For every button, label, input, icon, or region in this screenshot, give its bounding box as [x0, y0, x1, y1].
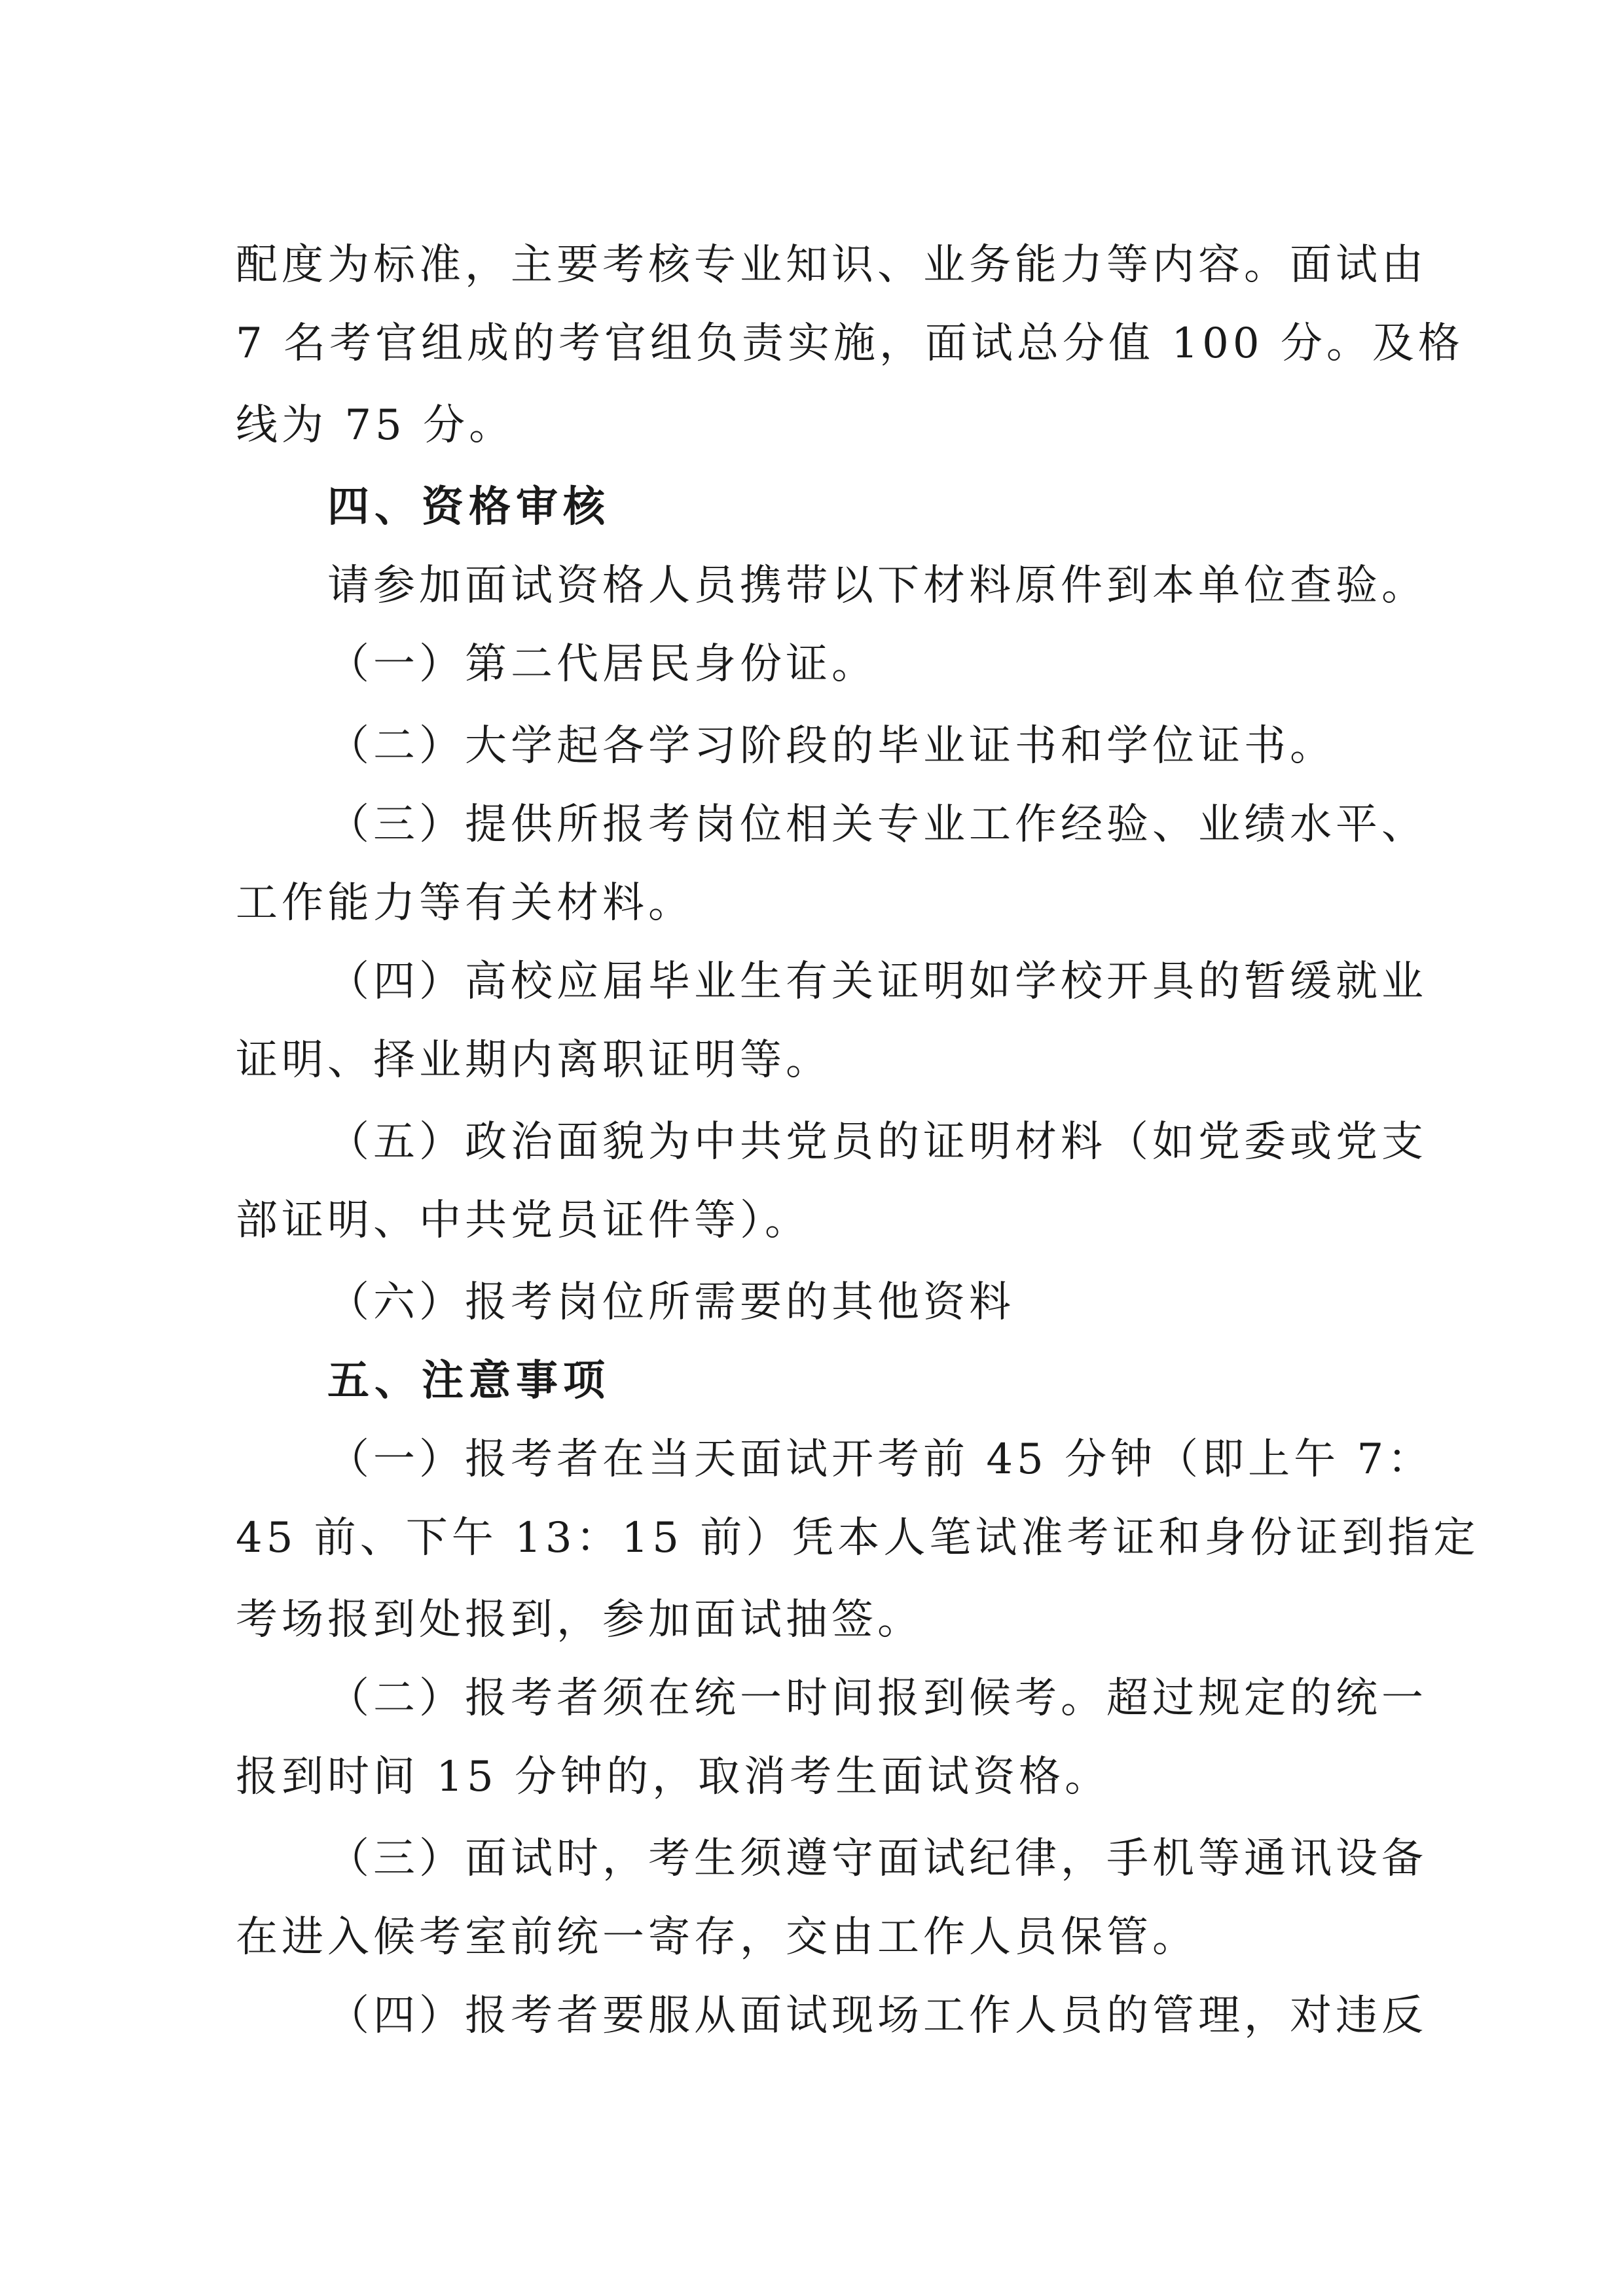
list-item-continuation: 部证明、中共党员证件等）。	[236, 1196, 811, 1245]
list-item: （四）报考者要服从面试现场工作人员的管理，对违反	[327, 1992, 1427, 2040]
list-item-continuation: 45 前、下午 13：15 前）凭本人笔试准考证和身份证到指定	[236, 1514, 1480, 1562]
list-item: （一）报考者在当天面试开考前 45 分钟（即上午 7：	[327, 1435, 1434, 1484]
list-item: （六）报考岗位所需要的其他资料	[327, 1278, 1015, 1327]
section-heading-qualification-review: 四、资格审核	[327, 483, 610, 531]
list-item-continuation: 证明、择业期内离职证明等。	[236, 1036, 831, 1085]
list-item-continuation: 在进入候考室前统一寄存，交由工作人员保管。	[236, 1913, 1198, 1962]
body-text-line: 7 名考官组成的考官组负责实施，面试总分值 100 分。及格	[236, 319, 1464, 368]
list-item-continuation: 工作能力等有关材料。	[236, 879, 694, 927]
body-text-line: 配度为标准，主要考核专业知识、业务能力等内容。面试由	[236, 241, 1427, 289]
body-text-line: 请参加面试资格人员携带以下材料原件到本单位查验。	[327, 562, 1427, 610]
list-item: （三）面试时，考生须遵守面试纪律，手机等通讯设备	[327, 1835, 1427, 1883]
list-item: （三）提供所报考岗位相关专业工作经验、业绩水平、	[327, 800, 1427, 849]
list-item: （五）政治面貌为中共党员的证明材料（如党委或党支	[327, 1118, 1427, 1166]
section-heading-notes: 五、注意事项	[327, 1357, 610, 1405]
list-item: （四）高校应届毕业生有关证明如学校开具的暂缓就业	[327, 958, 1427, 1006]
list-item: （一）第二代居民身份证。	[327, 640, 877, 689]
body-text-line: 线为 75 分。	[236, 401, 515, 450]
list-item: （二）报考者须在统一时间报到候考。超过规定的统一	[327, 1674, 1427, 1723]
list-item-continuation: 报到时间 15 分钟的，取消考生面试资格。	[236, 1753, 1111, 1801]
list-item: （二）大学起各学习阶段的毕业证书和学位证书。	[327, 722, 1336, 770]
list-item-continuation: 考场报到处报到，参加面试抽签。	[236, 1596, 923, 1644]
